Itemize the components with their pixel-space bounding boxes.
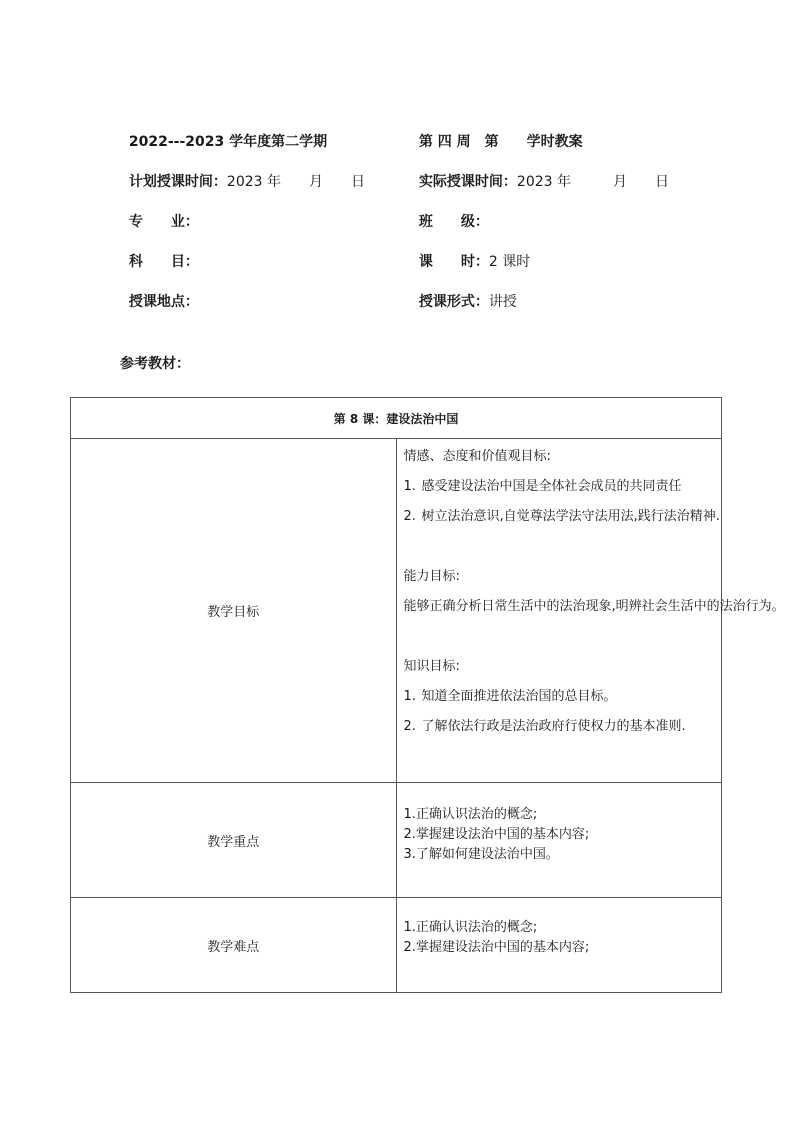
plan-time-label: 计划授课时间：	[128, 174, 227, 190]
difficulties-content	[396, 898, 722, 993]
ability-heading: 能力目标:	[403, 569, 460, 584]
lesson-title: 第 8 课：建设法治中国	[71, 398, 722, 439]
form-label: 授课形式：	[418, 294, 489, 310]
class-label: 班 级：	[418, 214, 489, 230]
table-row	[71, 783, 722, 898]
key-points-label: 教学重点	[71, 783, 397, 898]
hours-label: 课 时：	[418, 254, 489, 270]
plan-time-field	[120, 152, 365, 192]
list-item: 1. 感受建设法治中国是全体社会成员的共同责任	[403, 479, 682, 494]
lesson-plan-table	[70, 397, 785, 993]
list-item: 1.正确认识法治的概念;	[403, 920, 538, 935]
list-item: 3.了解如何建设法治中国。	[403, 847, 559, 862]
objectives-content	[396, 439, 785, 783]
week-text: 第 四 周 第 学时教案	[418, 134, 583, 150]
emotion-heading: 情感、态度和价值观目标:	[403, 449, 551, 464]
list-item: 1.正确认识法治的概念;	[403, 807, 538, 822]
knowledge-heading: 知识目标:	[403, 659, 460, 674]
difficulties-label: 教学难点	[71, 898, 397, 993]
subject-field	[120, 232, 199, 272]
hours-field	[410, 232, 530, 272]
actual-time-label: 实际授课时间：	[418, 174, 517, 190]
table-row	[71, 898, 722, 993]
list-item: 2. 了解依法行政是法治政府行使权力的基本准则.	[403, 719, 686, 734]
week-line	[410, 112, 583, 152]
actual-time-value: 2023 年 月 日	[516, 174, 669, 190]
form-value: 讲授	[488, 294, 517, 310]
table-row	[71, 439, 722, 783]
table-row	[71, 398, 722, 439]
location-label: 授课地点：	[128, 294, 199, 310]
list-item: 2.掌握建设法治中国的基本内容;	[403, 940, 590, 955]
class-field	[410, 192, 489, 232]
reference-label: 参考教材：	[120, 356, 190, 372]
major-field	[120, 192, 199, 232]
plan-time-value: 2023 年 月 日	[226, 174, 365, 190]
term-line	[120, 112, 327, 152]
objectives-label: 教学目标	[71, 439, 397, 783]
subject-label: 科 目：	[128, 254, 199, 270]
key-points-content	[396, 783, 722, 898]
term-text: 2022---2023 学年度第二学期	[128, 134, 328, 150]
actual-time-field	[410, 152, 669, 192]
list-item: 2.掌握建设法治中国的基本内容;	[403, 827, 590, 842]
list-item: 2. 树立法治意识,自觉尊法学法守法用法,践行法治精神.	[403, 509, 720, 524]
hours-value: 2 课时	[488, 254, 531, 270]
location-field	[120, 272, 199, 312]
form-field	[410, 272, 517, 312]
major-label: 专 业：	[128, 214, 199, 230]
ability-text: 能够正确分析日常生活中的法治现象,明辨社会生活中的法治行为。	[403, 599, 785, 614]
list-item: 1. 知道全面推进依法治国的总目标。	[403, 689, 617, 704]
